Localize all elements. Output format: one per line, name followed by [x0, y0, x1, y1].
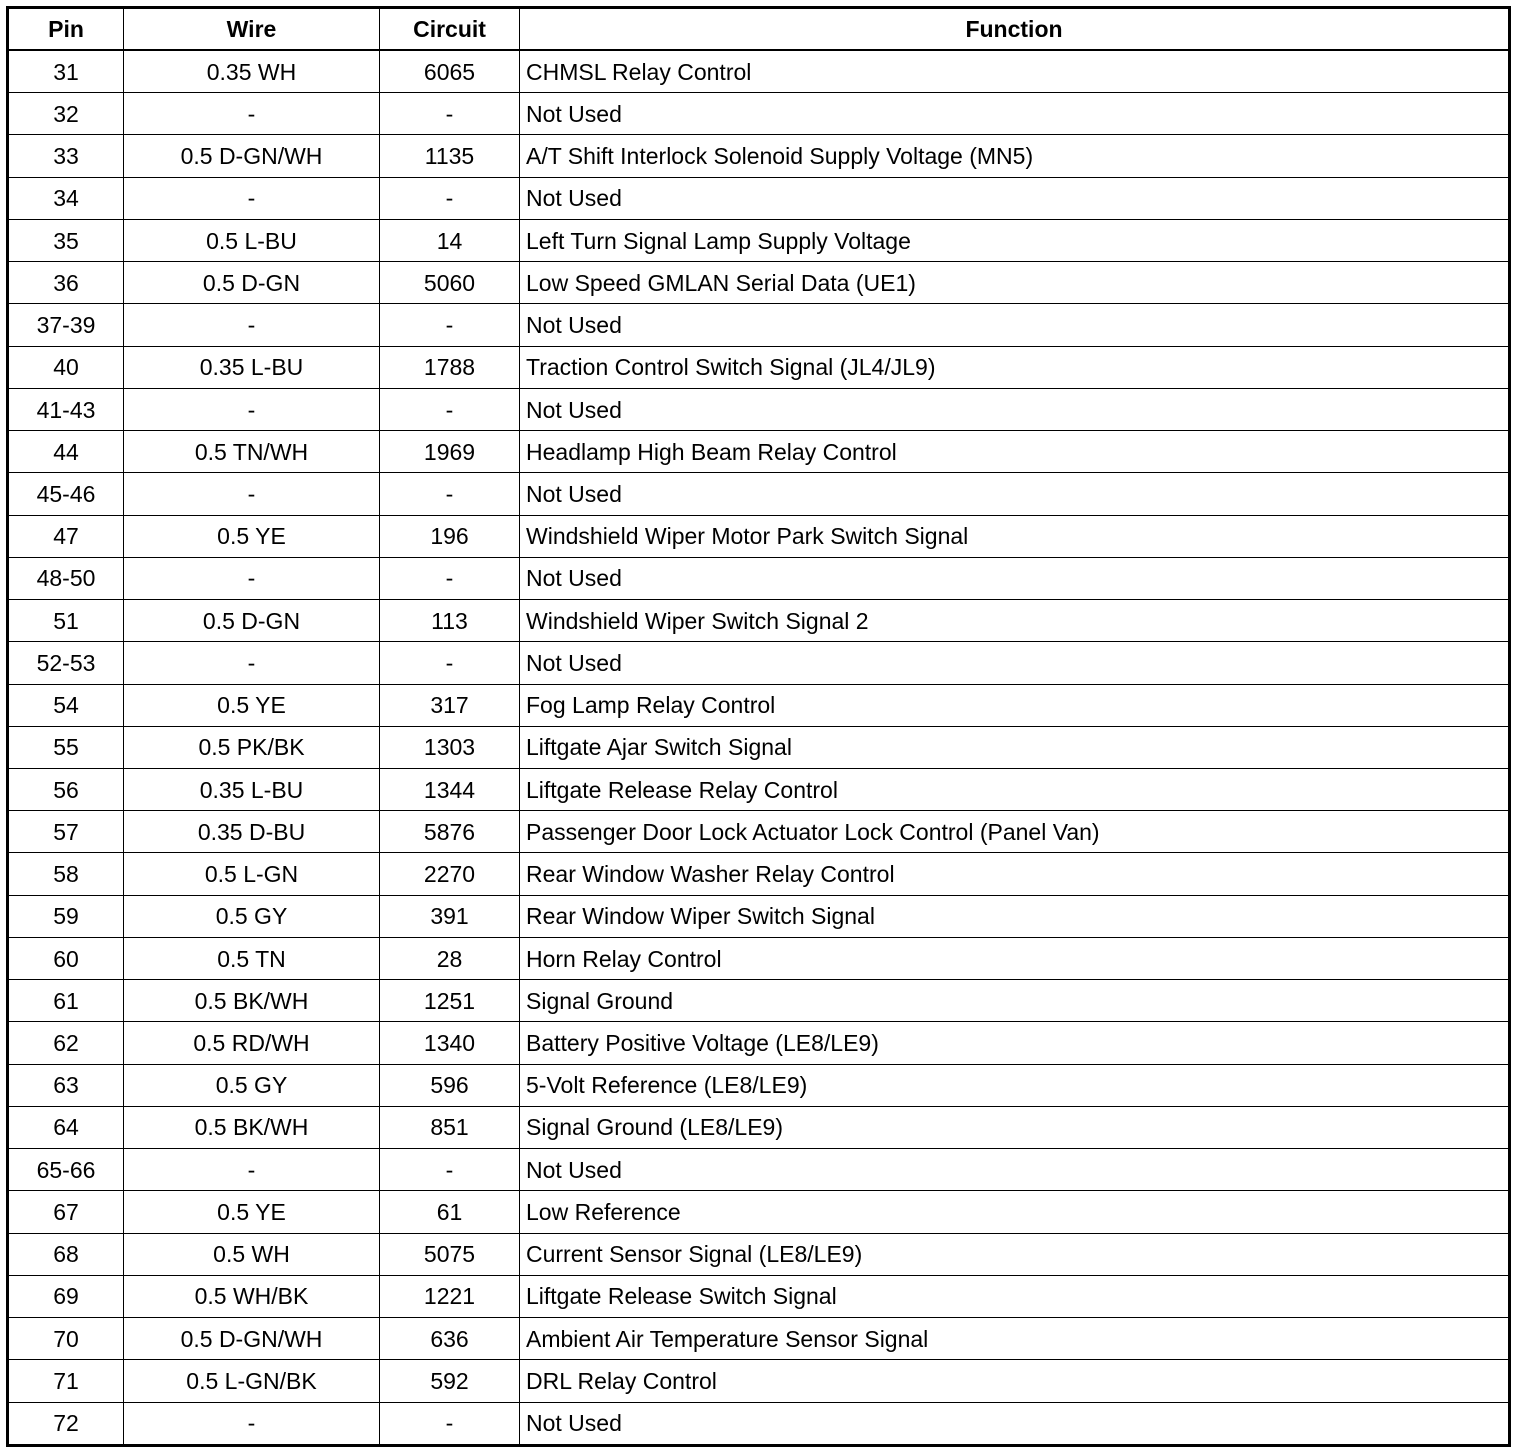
wire-cell: 0.5 D-GN [124, 262, 380, 304]
table-row [8, 937, 1510, 979]
function-cell: Not Used [520, 388, 1510, 430]
table-row [8, 473, 1510, 515]
pin-cell: 61 [8, 980, 124, 1022]
circuit-cell: 851 [380, 1106, 520, 1148]
table-row [8, 1233, 1510, 1275]
pin-cell: 41-43 [8, 388, 124, 430]
circuit-cell: 1340 [380, 1022, 520, 1064]
pin-cell: 62 [8, 1022, 124, 1064]
function-cell: Fog Lamp Relay Control [520, 684, 1510, 726]
pin-cell: 67 [8, 1191, 124, 1233]
circuit-cell: 1344 [380, 769, 520, 811]
wire-cell: 0.5 WH [124, 1233, 380, 1275]
pin-cell: 54 [8, 684, 124, 726]
table-row [8, 219, 1510, 261]
function-cell: Passenger Door Lock Actuator Lock Control (Panel Van) [520, 811, 1510, 853]
table-body [8, 50, 1510, 1446]
circuit-cell: - [380, 473, 520, 515]
table-row [8, 726, 1510, 768]
wire-cell: 0.5 TN/WH [124, 431, 380, 473]
pin-cell: 32 [8, 93, 124, 135]
header-pin: Pin [8, 8, 124, 51]
function-cell: Horn Relay Control [520, 937, 1510, 979]
table-row [8, 1191, 1510, 1233]
circuit-cell: - [380, 304, 520, 346]
function-cell: 5-Volt Reference (LE8/LE9) [520, 1064, 1510, 1106]
wire-cell: 0.5 YE [124, 684, 380, 726]
pin-cell: 57 [8, 811, 124, 853]
circuit-cell: - [380, 557, 520, 599]
function-cell: Low Reference [520, 1191, 1510, 1233]
pin-cell: 69 [8, 1275, 124, 1317]
wire-cell: - [124, 557, 380, 599]
wire-cell: - [124, 388, 380, 430]
circuit-cell: 391 [380, 895, 520, 937]
pin-cell: 35 [8, 219, 124, 261]
circuit-cell: 317 [380, 684, 520, 726]
wire-cell: - [124, 93, 380, 135]
table-row [8, 50, 1510, 93]
wire-cell: 0.5 YE [124, 515, 380, 557]
header-wire: Wire [124, 8, 380, 51]
wire-cell: 0.5 RD/WH [124, 1022, 380, 1064]
wire-cell: 0.35 L-BU [124, 769, 380, 811]
function-cell: Liftgate Release Relay Control [520, 769, 1510, 811]
table-row [8, 557, 1510, 599]
wire-cell: 0.5 GY [124, 895, 380, 937]
circuit-cell: 5876 [380, 811, 520, 853]
circuit-cell: - [380, 1402, 520, 1445]
function-cell: Not Used [520, 93, 1510, 135]
pin-cell: 51 [8, 600, 124, 642]
circuit-cell: 14 [380, 219, 520, 261]
pin-cell: 40 [8, 346, 124, 388]
pin-cell: 63 [8, 1064, 124, 1106]
function-cell: Headlamp High Beam Relay Control [520, 431, 1510, 473]
wire-cell: - [124, 1149, 380, 1191]
circuit-cell: 5075 [380, 1233, 520, 1275]
function-cell: Not Used [520, 304, 1510, 346]
pin-cell: 65-66 [8, 1149, 124, 1191]
function-cell: A/T Shift Interlock Solenoid Supply Voltage (MN5) [520, 135, 1510, 177]
function-cell: Traction Control Switch Signal (JL4/JL9) [520, 346, 1510, 388]
function-cell: Low Speed GMLAN Serial Data (UE1) [520, 262, 1510, 304]
table-row [8, 1402, 1510, 1445]
function-cell: Rear Window Wiper Switch Signal [520, 895, 1510, 937]
pin-cell: 45-46 [8, 473, 124, 515]
function-cell: Not Used [520, 177, 1510, 219]
circuit-cell: 5060 [380, 262, 520, 304]
wire-cell: 0.5 L-GN [124, 853, 380, 895]
pin-cell: 52-53 [8, 642, 124, 684]
pin-cell: 55 [8, 726, 124, 768]
table-row [8, 600, 1510, 642]
function-cell: Left Turn Signal Lamp Supply Voltage [520, 219, 1510, 261]
wire-cell: 0.5 PK/BK [124, 726, 380, 768]
table-row [8, 1275, 1510, 1317]
wire-cell: 0.5 L-GN/BK [124, 1360, 380, 1402]
pin-cell: 70 [8, 1318, 124, 1360]
pin-cell: 58 [8, 853, 124, 895]
table-row [8, 1360, 1510, 1402]
circuit-cell: 61 [380, 1191, 520, 1233]
wire-cell: - [124, 473, 380, 515]
table-row [8, 1064, 1510, 1106]
table-row [8, 642, 1510, 684]
circuit-cell: - [380, 93, 520, 135]
function-cell: Signal Ground (LE8/LE9) [520, 1106, 1510, 1148]
table-row [8, 346, 1510, 388]
pin-cell: 31 [8, 50, 124, 93]
pin-cell: 71 [8, 1360, 124, 1402]
header-circuit: Circuit [380, 8, 520, 51]
table-header [8, 8, 1510, 51]
wire-cell: - [124, 1402, 380, 1445]
pin-cell: 60 [8, 937, 124, 979]
pin-cell: 36 [8, 262, 124, 304]
table-row [8, 93, 1510, 135]
circuit-cell: 1251 [380, 980, 520, 1022]
pin-cell: 44 [8, 431, 124, 473]
table-row [8, 684, 1510, 726]
circuit-cell: 1221 [380, 1275, 520, 1317]
table-row [8, 388, 1510, 430]
table-row [8, 304, 1510, 346]
function-cell: DRL Relay Control [520, 1360, 1510, 1402]
table-row [8, 177, 1510, 219]
function-cell: Battery Positive Voltage (LE8/LE9) [520, 1022, 1510, 1064]
table-row [8, 1318, 1510, 1360]
function-cell: Not Used [520, 642, 1510, 684]
header-function: Function [520, 8, 1510, 51]
table-row [8, 1106, 1510, 1148]
wire-cell: 0.5 YE [124, 1191, 380, 1233]
wire-cell: 0.5 D-GN/WH [124, 1318, 380, 1360]
function-cell: Liftgate Release Switch Signal [520, 1275, 1510, 1317]
circuit-cell: 2270 [380, 853, 520, 895]
function-cell: Liftgate Ajar Switch Signal [520, 726, 1510, 768]
table-row [8, 895, 1510, 937]
function-cell: Signal Ground [520, 980, 1510, 1022]
header-row [8, 8, 1510, 51]
table-row [8, 811, 1510, 853]
pin-cell: 64 [8, 1106, 124, 1148]
pin-cell: 59 [8, 895, 124, 937]
pin-cell: 68 [8, 1233, 124, 1275]
function-cell: Windshield Wiper Switch Signal 2 [520, 600, 1510, 642]
circuit-cell: 1303 [380, 726, 520, 768]
circuit-cell: 636 [380, 1318, 520, 1360]
circuit-cell: 1135 [380, 135, 520, 177]
function-cell: Not Used [520, 557, 1510, 599]
function-cell: Rear Window Washer Relay Control [520, 853, 1510, 895]
table-row [8, 262, 1510, 304]
table-row [8, 135, 1510, 177]
function-cell: Not Used [520, 1402, 1510, 1445]
pin-cell: 34 [8, 177, 124, 219]
circuit-cell: 196 [380, 515, 520, 557]
wire-cell: 0.35 WH [124, 50, 380, 93]
wire-cell: 0.5 D-GN [124, 600, 380, 642]
pin-cell: 72 [8, 1402, 124, 1445]
pin-cell: 48-50 [8, 557, 124, 599]
function-cell: Not Used [520, 1149, 1510, 1191]
circuit-cell: 1788 [380, 346, 520, 388]
pin-cell: 56 [8, 769, 124, 811]
wire-cell: - [124, 304, 380, 346]
wire-cell: 0.35 L-BU [124, 346, 380, 388]
pin-cell: 37-39 [8, 304, 124, 346]
wire-cell: 0.5 GY [124, 1064, 380, 1106]
wire-cell: 0.5 D-GN/WH [124, 135, 380, 177]
circuit-cell: - [380, 177, 520, 219]
wire-cell: 0.5 BK/WH [124, 980, 380, 1022]
circuit-cell: 592 [380, 1360, 520, 1402]
pin-cell: 47 [8, 515, 124, 557]
function-cell: Ambient Air Temperature Sensor Signal [520, 1318, 1510, 1360]
table-row [8, 980, 1510, 1022]
wire-cell: 0.5 TN [124, 937, 380, 979]
circuit-cell: 113 [380, 600, 520, 642]
circuit-cell: - [380, 642, 520, 684]
table-row [8, 431, 1510, 473]
circuit-cell: - [380, 1149, 520, 1191]
table-row [8, 1022, 1510, 1064]
pin-cell: 33 [8, 135, 124, 177]
wire-cell: - [124, 177, 380, 219]
wire-cell: - [124, 642, 380, 684]
function-cell: Not Used [520, 473, 1510, 515]
table-row [8, 1149, 1510, 1191]
circuit-cell: 596 [380, 1064, 520, 1106]
wire-cell: 0.5 BK/WH [124, 1106, 380, 1148]
table-row [8, 515, 1510, 557]
circuit-cell: 1969 [380, 431, 520, 473]
function-cell: Windshield Wiper Motor Park Switch Signal [520, 515, 1510, 557]
circuit-cell: 6065 [380, 50, 520, 93]
function-cell: Current Sensor Signal (LE8/LE9) [520, 1233, 1510, 1275]
wire-cell: 0.35 D-BU [124, 811, 380, 853]
connector-pinout-table [6, 6, 1511, 1447]
wire-cell: 0.5 L-BU [124, 219, 380, 261]
function-cell: CHMSL Relay Control [520, 50, 1510, 93]
circuit-cell: - [380, 388, 520, 430]
table-row [8, 853, 1510, 895]
circuit-cell: 28 [380, 937, 520, 979]
table-row [8, 769, 1510, 811]
wire-cell: 0.5 WH/BK [124, 1275, 380, 1317]
